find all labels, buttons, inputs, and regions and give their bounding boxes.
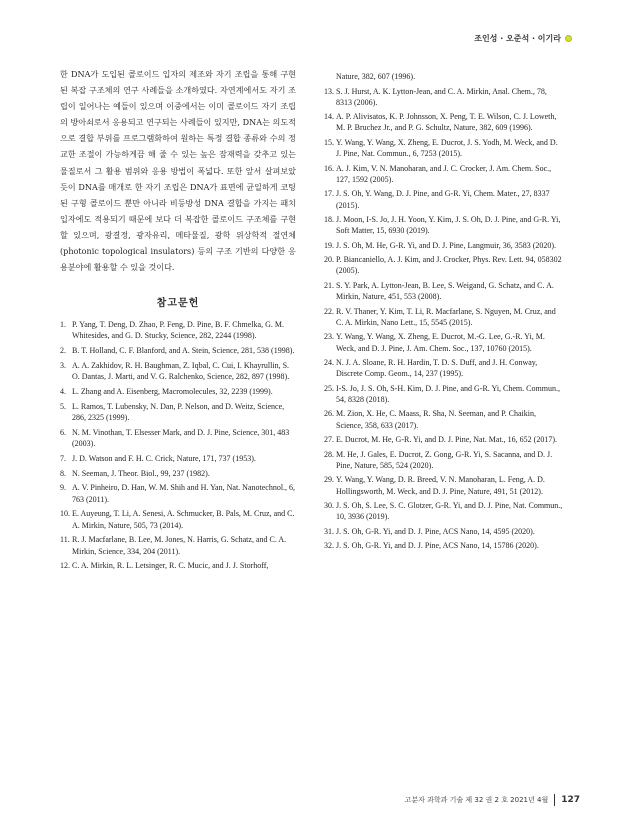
reference-number: 3. — [60, 361, 66, 371]
reference-number: 30. — [324, 501, 334, 511]
reference-item — [324, 137, 564, 159]
reference-text: C. A. Mirkin, R. L. Letsinger, R. C. Mucic, and J. J. Storhoff, — [72, 561, 269, 571]
reference-number: 9. — [60, 483, 66, 493]
reference-item — [324, 306, 564, 328]
reference-item — [324, 540, 564, 551]
reference-item — [324, 188, 564, 210]
reference-item — [324, 383, 564, 405]
reference-item — [60, 427, 296, 449]
reference-text: N. Seeman, J. Theor. Biol., 99, 237 (1982). — [72, 468, 210, 478]
reference-text: J. S. Oh, Y. Wang, D. J. Pine, and G-R. Yi, Chem. Mater., 27, 8337 (2015). — [336, 189, 550, 210]
reference-item — [60, 468, 296, 479]
references-list-right — [324, 71, 564, 551]
reference-number: 17. — [324, 189, 334, 199]
references-list-left — [60, 319, 296, 571]
reference-item — [324, 357, 564, 379]
reference-text: J. S. Oh, G-R. Yi, and D. J. Pine, ACS Nano, 14, 4595 (2020). — [336, 526, 535, 536]
reference-number: 5. — [60, 401, 66, 411]
reference-item — [324, 449, 564, 471]
reference-text: L. Zhang and A. Eisenberg, Macromolecules, 32, 2239 (1999). — [72, 387, 273, 397]
reference-text: E. Ducrot, M. He, G-R. Yi, and D. J. Pine, Nat. Mat., 16, 652 (2017). — [336, 435, 558, 445]
reference-item — [324, 280, 564, 302]
reference-number: 14. — [324, 112, 334, 122]
reference-text: S. Y. Park, A. Lytton-Jean, B. Lee, S. Weigand, G. Schatz, and C. A. Mirkin, Nature, 451, 553 (2008). — [336, 280, 554, 302]
reference-item — [324, 474, 564, 496]
reference-text: Y. Wang, Y. Wang, X. Zheng, E. Ducrot, M.-G. Lee, G.-R. Yi, M. Weck, and D. J. Pine, J. Am. Chem. Soc., 137, 10760 (2015). — [336, 332, 545, 353]
reference-item — [60, 482, 296, 504]
reference-text: J. S. Oh, G-R. Yi, and D. J. Pine, ACS Nano, 14, 15786 (2020). — [336, 541, 539, 551]
right-column — [324, 71, 564, 555]
reference-number: 7. — [60, 453, 66, 463]
reference-text: B. T. Holland, C. F. Blanford, and A. Stein, Science, 281, 538 (1998). — [72, 346, 295, 356]
page-footer — [405, 794, 580, 806]
reference-text: A. A. Zakhidov, R. H. Baughman, Z. Iqbal, C. Cui, I. Khayrullin, S. O. Dantas, J. Marti, and V. G. Ralchenko, Science, 282, 897 (1998). — [72, 361, 290, 382]
reference-text: N. J. A. Sloane, R. H. Hardin, T. D. S. Duff, and J. H. Conway, Discrete Comp. Geom., 14, 237 (1995). — [336, 358, 538, 379]
reference-number: 1. — [60, 320, 66, 330]
reference-item — [324, 408, 564, 430]
reference-number: 13. — [324, 86, 334, 96]
reference-number: 4. — [60, 387, 66, 397]
reference-text: P. Yang, T. Deng, D. Zhao, P. Feng, D. Pine, B. F. Chmelka, G. M. Whitesides, and G. D. Stucky, Science, 282, 2244 (1998). — [72, 320, 284, 341]
reference-item — [60, 401, 296, 423]
left-column — [60, 66, 296, 575]
reference-number: 8. — [60, 468, 66, 478]
reference-item — [60, 319, 296, 341]
reference-number: 10. — [60, 509, 70, 519]
running-header — [474, 33, 572, 44]
reference-number: 18. — [324, 215, 334, 225]
reference-text: A. V. Pinheiro, D. Han, W. M. Shih and H. Yan, Nat. Nanotechnol., 6, 763 (2011). — [72, 483, 296, 504]
reference-item — [324, 71, 564, 82]
reference-number: 2. — [60, 346, 66, 356]
reference-text: A. J. Kim, V. N. Manoharan, and J. C. Crocker, J. Am. Chem. Soc., 127, 1592 (2005). — [336, 163, 552, 184]
reference-text: A. P. Alivisatos, K. P. Johnsson, X. Peng, T. E. Wilson, C. J. Loweth, M. P. Bruchez Jr., and P. G. Schultz, Nature, 382, 609 (1996). — [336, 112, 557, 133]
reference-item — [324, 240, 564, 251]
reference-item — [60, 453, 296, 464]
reference-text: R. J. Macfarlane, B. Lee, M. Jones, N. Harris, G. Schatz, and C. A. Mirkin, Science, 334, 204 (2011). — [72, 535, 287, 556]
reference-number: 21. — [324, 280, 334, 290]
reference-item — [324, 526, 564, 537]
reference-text: L. Ramos, T. Lubensky, N. Dan, P. Nelson, and D. Weitz, Science, 286, 2325 (1999). — [72, 401, 285, 423]
reference-text: J. D. Watson and F. H. C. Crick, Nature, 171, 737 (1953). — [72, 453, 256, 463]
reference-item — [324, 331, 564, 353]
reference-item — [324, 254, 564, 276]
reference-number: 12. — [60, 561, 70, 571]
reference-number: 29. — [324, 475, 334, 485]
reference-number: 19. — [324, 240, 334, 250]
reference-item — [60, 360, 296, 382]
reference-item — [60, 534, 296, 556]
reference-text: N. M. Vinothan, T. Elsesser Mark, and D. J. Pine, Science, 301, 483 (2003). — [72, 427, 290, 449]
reference-text: Y. Wang, Y. Wang, X. Zheng, E. Ducrot, J. S. Yodh, M. Weck, and D. J. Pine, Nat. Commun., 6, 7253 (2015). — [336, 137, 558, 159]
reference-text: J. S. Oh, M. He, G-R. Yi, and D. J. Pine, Langmuir, 36, 3583 (2020). — [336, 240, 557, 250]
reference-number: 32. — [324, 541, 334, 551]
reference-number: 31. — [324, 526, 334, 536]
reference-text: R. V. Thaner, Y. Kim, T. Li, R. Macfarlane, S. Nguyen, M. Cruz, and C. A. Mirkin, Nano Lett., 15, 5545 (2015). — [336, 306, 556, 327]
reference-text: M. Zion, X. He, C. Maass, R. Sha, N. Seeman, and P. Chaikin, Science, 358, 633 (2017). — [336, 409, 536, 430]
reference-item — [60, 560, 296, 571]
reference-number: 26. — [324, 409, 334, 419]
reference-number: 20. — [324, 255, 334, 265]
reference-item — [324, 111, 564, 133]
reference-text: I-S. Jo, J. S. Oh, S-H. Kim, D. J. Pine, and G-R. Yi, Chem. Commun., 54, 8328 (2018). — [336, 383, 560, 404]
reference-item — [324, 434, 564, 445]
reference-text: E. Auyeung, T. Li, A. Senesi, A. Schmucker, B. Pals, M. Cruz, and C. A. Mirkin, Nature, 505, 73 (2014). — [72, 509, 295, 530]
reference-text: Y. Wang, Y. Wang, D. R. Breed, V. N. Manoharan, L. Feng, A. D. Hollingsworth, M. Weck, and D. J. Pine, Nature, 491, 51 (2012). — [336, 475, 545, 496]
reference-text: S. J. Hurst, A. K. Lytton-Jean, and C. A. Mirkin, Anal. Chem., 78, 8313 (2006). — [336, 86, 547, 107]
reference-number: 6. — [60, 427, 66, 437]
reference-number: 16. — [324, 163, 334, 173]
reference-number: 27. — [324, 435, 334, 445]
reference-number: 22. — [324, 306, 334, 316]
circle-bullet-icon — [565, 35, 572, 42]
reference-item — [60, 386, 296, 397]
reference-text: J. Moon, I-S. Jo, J. H. Yoon, Y. Kim, J. S. Oh, D. J. Pine, and G-R. Yi, Soft Matter, 15, 6930 (2019). — [336, 215, 561, 236]
header-authors: 조인성 · 오준석 · 이기라 — [474, 34, 561, 43]
reference-text: J. S. Oh, S. Lee, S. C. Glotzer, G-R. Yi, and D. J. Pine, Nat. Commun., 10, 3936 (2019). — [336, 501, 563, 522]
reference-number: 28. — [324, 449, 334, 459]
reference-number: 24. — [324, 358, 334, 368]
reference-item — [324, 500, 564, 522]
references-heading: 참고문헌 — [156, 298, 200, 310]
reference-number: 11. — [60, 535, 70, 545]
reference-item — [324, 214, 564, 236]
reference-item — [60, 345, 296, 356]
reference-number: 23. — [324, 332, 334, 342]
reference-item — [324, 86, 564, 108]
journal-issue: 고분자 과학과 기술 제 32 권 2 호 2021년 4월 — [404, 796, 549, 804]
reference-item — [324, 163, 564, 185]
reference-text: Nature, 382, 607 (1996). — [336, 72, 416, 81]
footer-divider — [554, 794, 555, 806]
reference-text: P. Biancaniello, A. J. Kim, and J. Crocker, Phys. Rev. Lett. 94, 058302 (2005). — [336, 255, 562, 276]
body-paragraph: 한 DNA가 도입된 콜로이드 입자의 제조와 자기 조립을 통해 구현된 복잡 구조체의 연구 사례들을 소개하였다. 자연계에서도 자기 조립이 일어나는 예들이 있으며 이중에서는 이미 콜로이드 자기 조립의 방아쇠로서 응용되고 연구되는 사례들이 있지만, DNA는 의도적으로 결합 부위를 프로그램화하여 원하는 특정 결합 종류와 수의 정교한 조절이 가능하게끔 해 줄 수 있는 높은 잠재력을 갖추고 있는 물질로서 그 활용 범위와 응용 방법이 폭넓다. 또한 앞서 살펴보았듯이 DNA를 매개로 한 자기 조립은 DNA가 표면에 균일하게 코팅된 구형 콜로이드 뿐만 아니라 비등방성 DNA 결합을 가지는 패치 입자에도 적용되기 때문에 보다 더 복잡한 콜로이드 구조체를 구현할 있으며, 광결정, 광자유리, 메타물질, 광학 위상학적 절연체(photonic topological insulators) 등의 구조 기반의 다양한 응용분야에 활용할 수 있을 것이다. — [60, 69, 296, 273]
reference-number: 25. — [324, 383, 334, 393]
reference-item — [60, 508, 296, 530]
reference-text: M. He, J. Gales, E. Ducrot, Z. Gong, G-R. Yi, S. Sacanna, and D. J. Pine, Nature, 585, 524 (2020). — [336, 449, 553, 470]
reference-number: 15. — [324, 137, 334, 147]
page-number: 127 — [561, 795, 580, 805]
